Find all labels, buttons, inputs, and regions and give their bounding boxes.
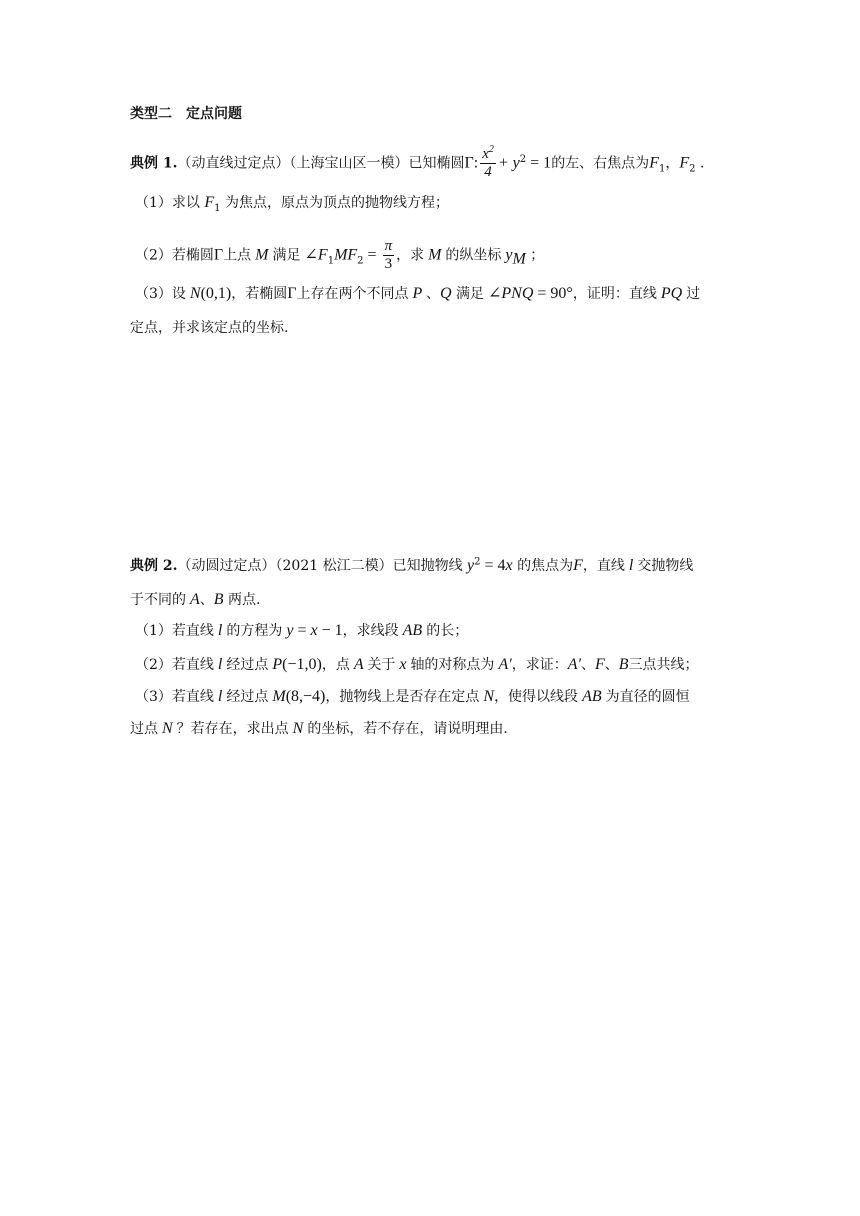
example-2-question-1: （1）若直线 l 的方程为 y = x − 1，求线段 AB 的长； (135, 622, 469, 639)
fraction: $\frac{\pi}{3}$ (384, 238, 393, 272)
fraction: $\frac{x^2}{4}$ (482, 144, 494, 180)
example-2-statement: 典例 2.（动圆过定点）（2021 松江二模）已知抛物线 $y^2 = 4x$ 的焦点为F，直线 l 交抛物线 (130, 556, 694, 574)
example-1-statement: 典例 1.（动直线过定点）（上海宝山区一模）已知椭圆Γ: $\frac{x^2}{4}$ + $y^2 = 1$的左、右焦点为$F_1$，$F_2$ . (130, 144, 705, 180)
example-1-label: 典例 1 (130, 155, 173, 172)
example-2-question-2: （2）若直线 l 经过点 P(−1,0)，点 A 关于 x 轴的对称点为 A′，求证：A′、F、B三点共线； (135, 656, 699, 673)
example-1-question-3: （3）设 N(0,1)，若椭圆Γ上存在两个不同点 P 、Q 满足 ∠PNQ = 90°，证明：直线 PQ 过 (135, 285, 701, 302)
example-2-statement-cont: 于不同的 A、B 两点. (130, 591, 261, 608)
example-2-question-3-cont: 过点 N ？若存在，求出点 N 的坐标，若不存在，请说明理由. (130, 720, 508, 737)
example-1-question-3-cont: 定点，并求该定点的坐标. (130, 320, 289, 336)
example-1-question-1: （1）求以 $F_1$ 为焦点，原点为顶点的抛物线方程； (135, 194, 449, 214)
example-2-question-3: （3）若直线 l 经过点 M(8,−4)，抛物线上是否存在定点 N，使得以线段 AB 为直径的圆恒 (135, 688, 690, 705)
example-2-label: 典例 2 (130, 558, 173, 574)
example-1-question-2: （2）若椭圆Γ上点 M 满足 $\angle F_1MF_2$ = $\frac{\pi}{3}$ ，求 M 的纵坐标 $y_M$ ； (135, 238, 545, 272)
section-title: 类型二 定点问题 (130, 106, 242, 122)
